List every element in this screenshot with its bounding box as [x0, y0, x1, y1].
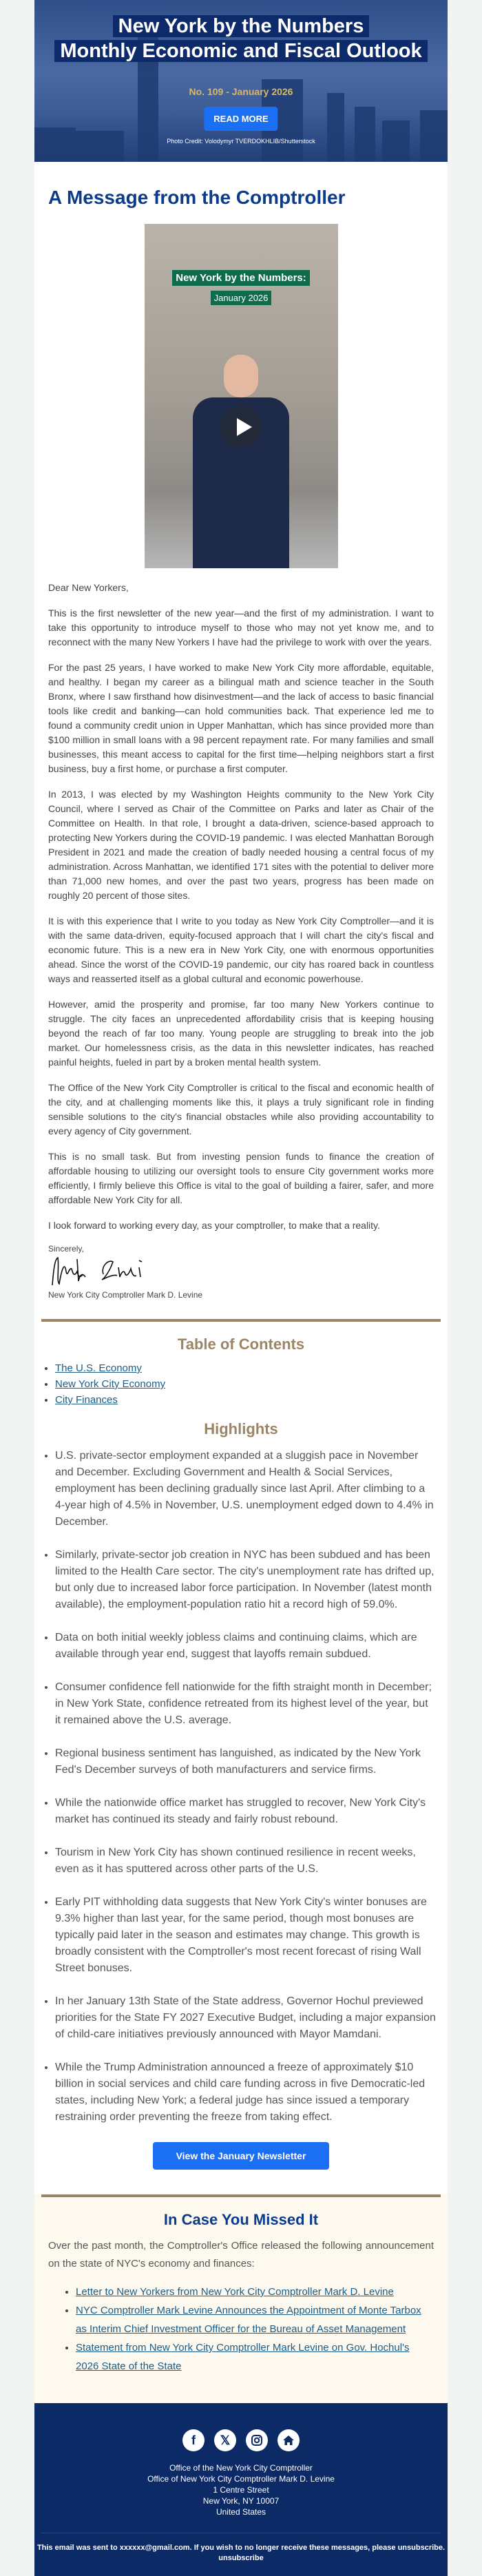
highlight-item: • Consumer confidence fell nationwide for the fifth straight month in December; in New York State, confidence retreated from its highest level of the year, but it remained above the U.S. average. — [55, 1679, 437, 1729]
icymi-item — [76, 2301, 434, 2338]
signatory-name: New York City Comptroller Mark D. Levine — [48, 1290, 203, 1300]
figure-head — [224, 355, 258, 397]
highlight-item: • While the nationwide office market has struggled to recover, New York City's market has continued its steady and fairly robust rebound. — [55, 1795, 437, 1828]
letter-paragraph: In 2013, I was elected by my Washington Heights community to the New York City Council, where I served as Chair of the Committee on Parks and later as Chair of the Committee on Health. In that role, I brought a data-driven, science-based approach to protecting New Yorkers during the COVID-19 pandemic. I was elected Manhattan Borough President in 2021 and made the creation of badly needed housing a central focus of my administration. Across Manhattan, we identified 171 sites with the potential to deliver more than 71,000 new homes, and over the past two years, progress has been made on roughly 20 percent of those sites. — [48, 789, 434, 901]
video-date — [145, 293, 338, 303]
icymi-intro: Over the past month, the Comptroller's Office released the following announcement on the state of NYC's economy and finances: — [48, 2240, 434, 2269]
toc-item — [55, 1392, 448, 1408]
facebook-icon[interactable]: f — [182, 2429, 205, 2451]
footer — [34, 2403, 448, 2576]
highlight-item: • Similarly, private-sector job creation in NYC has been subdued and has been limited to the Health Care sector. The city's unemployment rate has drifted up, but only due to increased labor force participation. In November (latest month available), the employment-population ratio hit a record high of 59.0%. — [55, 1547, 437, 1613]
icymi-link[interactable]: Letter to New Yorkers from New York City Comptroller Mark D. Levine — [76, 2286, 394, 2298]
highlight-item: • U.S. private-sector employment expanded at a sluggish pace in November and December. Excluding Government and Health & Social Services, employment has been declining gradually since last April. After climbing to a 4-year high of 4.5% in November, U.S. unemployment edged down to 4.4% in December. — [55, 1448, 437, 1530]
instagram-icon[interactable] — [246, 2429, 268, 2451]
skyline-building — [420, 110, 448, 162]
highlights-heading: Highlights — [204, 1420, 278, 1437]
icymi-links — [34, 2283, 448, 2376]
toc-item — [55, 1376, 448, 1392]
salutation: Dear New Yorkers, — [48, 582, 129, 593]
skyline-building — [355, 107, 375, 162]
signature-block — [34, 1244, 448, 1300]
letter-paragraph: I look forward to working every day, as your comptroller, to make that a reality. — [48, 1220, 380, 1231]
email-container — [34, 0, 448, 2576]
letter-paragraph: The Office of the New York City Comptroller is critical to the fiscal and economic health of the city, and at challenging moments like this, it plays a truly significant role in finding sensible solutions to the city's financial obstacles while also providing accountability to every agency of City government. — [48, 1082, 434, 1136]
letter-paragraph: This is no small task. But from investing pension funds to finance the creation of affordable housing to utilizing our oversight tools to ensure City government works more efficiently, I firmly believe this Office is vital to the goal of building a fairer, safer, and more affordable New York City for all. — [48, 1151, 434, 1205]
icymi-section — [34, 2194, 448, 2403]
video-title — [145, 272, 338, 284]
video-title-text: New York by the Numbers: — [172, 270, 310, 286]
highlights-list — [34, 1448, 448, 2126]
toc-link-city-finances[interactable]: City Finances — [55, 1394, 118, 1406]
signature-image — [48, 1254, 172, 1288]
icymi-item — [76, 2283, 434, 2301]
toc-item — [55, 1360, 448, 1376]
closing: Sincerely, — [48, 1244, 84, 1254]
letter-paragraph: For the past 25 years, I have worked to make New York City more affordable, equitable, and healthy. I began my career as a bilingual math and science teacher in the South Bronx, where I saw firsthand how disinvestment—and the lack of access to basic financial tools like credit and banking—can hold communities back. That experience led me to found a community credit union in Upper Manhattan, which has since provided more than $100 million in small loans with a 98 percent repayment rate. For many families and small businesses, this meant access to capital for the first time—helping neighbors start a first business, buy a first home, or purchase a first computer. — [48, 662, 434, 774]
address-line: Office of New York City Comptroller Mark D. Levine — [147, 2474, 335, 2484]
address-line: 1 Centre Street — [213, 2485, 269, 2495]
comptroller-figure — [193, 355, 289, 568]
toc-list — [34, 1360, 448, 1408]
message-heading: A Message from the Comptroller — [48, 187, 346, 208]
hero-title-line1 — [34, 14, 448, 39]
highlight-item: • In her January 13th State of the State address, Governor Hochul previewed priorities for the State FY 2027 Executive Budget, including a major expansion of child-care initiatives previously announced with Mayor Mamdani. — [55, 1993, 437, 2043]
toc-link-nyc-economy[interactable]: New York City Economy — [55, 1378, 166, 1390]
footer-address — [34, 2462, 448, 2517]
hero-subtitle-text: Monthly Economic and Fiscal Outlook — [54, 40, 427, 62]
icymi-link[interactable]: NYC Comptroller Mark Levine Announces the Appointment of Monte Tarbox as Interim Chief Investment Officer for the Bureau of Asset Management — [76, 2305, 421, 2335]
address-line: Office of the New York City Comptroller — [169, 2463, 313, 2473]
read-more-button[interactable]: READ MORE — [204, 107, 277, 131]
toc-link-us-economy[interactable]: The U.S. Economy — [55, 1362, 142, 1374]
view-newsletter-button[interactable]: View the January Newsletter — [153, 2142, 329, 2170]
address-line: New York, NY 10007 — [202, 2496, 280, 2506]
icymi-item — [76, 2338, 434, 2376]
skyline-building — [34, 127, 76, 162]
home-icon[interactable] — [277, 2429, 300, 2451]
highlight-item: • Regional business sentiment has languished, as indicated by the New York Fed's December surveys of both manufacturers and service firms. — [55, 1745, 437, 1778]
highlight-item: • Data on both initial weekly jobless claims and continuing claims, which are available through year end, suggest that layoffs remain subdued. — [55, 1630, 437, 1663]
icymi-link[interactable]: Statement from New York City Comptroller Mark Levine on Gov. Hochul's 2026 State of the State — [76, 2342, 410, 2372]
unsubscribe-link[interactable]: unsubscribe — [218, 2554, 264, 2562]
letter-paragraph: However, amid the prosperity and promise, far too many New Yorkers continue to struggle. The city faces an unprecedented affordability crisis that is keeping housing beyond the reach of far too many. Young people are struggling to break into the job market. Our homelessness crisis, as the data in this newsletter indicates, has reached painful heights, fueled in part by a broken mental health system. — [48, 999, 434, 1068]
social-links — [34, 2429, 448, 2451]
icymi-heading: In Case You Missed It — [163, 2211, 319, 2228]
legal-notice — [34, 2543, 448, 2564]
video-date-text: January 2026 — [211, 291, 272, 305]
hero-title-line2 — [34, 39, 448, 63]
play-icon[interactable] — [220, 406, 262, 448]
letter-paragraph: It is with this experience that I write to you today as New York City Comptroller—and it is with the same data-driven, equity-focused approach that I will chart the city's fiscal and economic future. This is a new era in New York City, one with enormous opportunities ahead. Since the worst of the COVID-19 pandemic, our city has roared back in countless ways and reasserted itself as a global cultural and economic powerhouse. — [48, 915, 434, 984]
skyline-building — [76, 131, 124, 162]
letter-body — [34, 568, 448, 1233]
skyline-building — [327, 93, 344, 162]
photo-credit: Photo Credit: Volodymyr TVERDOKHLIB/Shutterstock — [167, 138, 315, 145]
highlight-item: • Tourism in New York City has shown continued resilience in recent weeks, even as it has sputtered across other parts of the U.S. — [55, 1845, 437, 1878]
video-thumbnail[interactable] — [145, 224, 338, 568]
x-icon[interactable]: 𝕏 — [214, 2429, 236, 2451]
letter-paragraph: This is the first newsletter of the new year—and the first of my administration. I want to take this opportunity to introduce myself to those who may not yet know me, and to reconnect with the many New Yorkers I have had the privilege to work with over the years. — [48, 607, 434, 647]
hero-banner — [34, 0, 448, 162]
highlight-item: • Early PIT withholding data suggests that New York City's winter bonuses are 9.3% higher than last year, for the same period, though most bonuses are typically paid later in the season and estimates may change. This growth is broadly consistent with the Comptroller's most recent forecast of rising Wall Street bonuses. — [55, 1894, 437, 1977]
newsletter-button-wrap — [34, 2142, 448, 2194]
issue-number: No. 109 - January 2026 — [189, 86, 293, 97]
address-line: United States — [216, 2507, 266, 2517]
hero-title-text: New York by the Numbers — [113, 15, 370, 37]
toc-heading: Table of Contents — [177, 1336, 305, 1353]
legal-text: This email was sent to xxxxxx@gmail.com. If you wish to no longer receive these messages, please unsubscribe. — [36, 2544, 446, 2552]
highlight-item: • While the Trump Administration announced a freeze of approximately $10 billion in social services and child care funding across in five Democratic-led states, including New York; a federal judge has since issued a temporary restraining order preventing the freeze from taking effect. — [55, 2059, 437, 2126]
